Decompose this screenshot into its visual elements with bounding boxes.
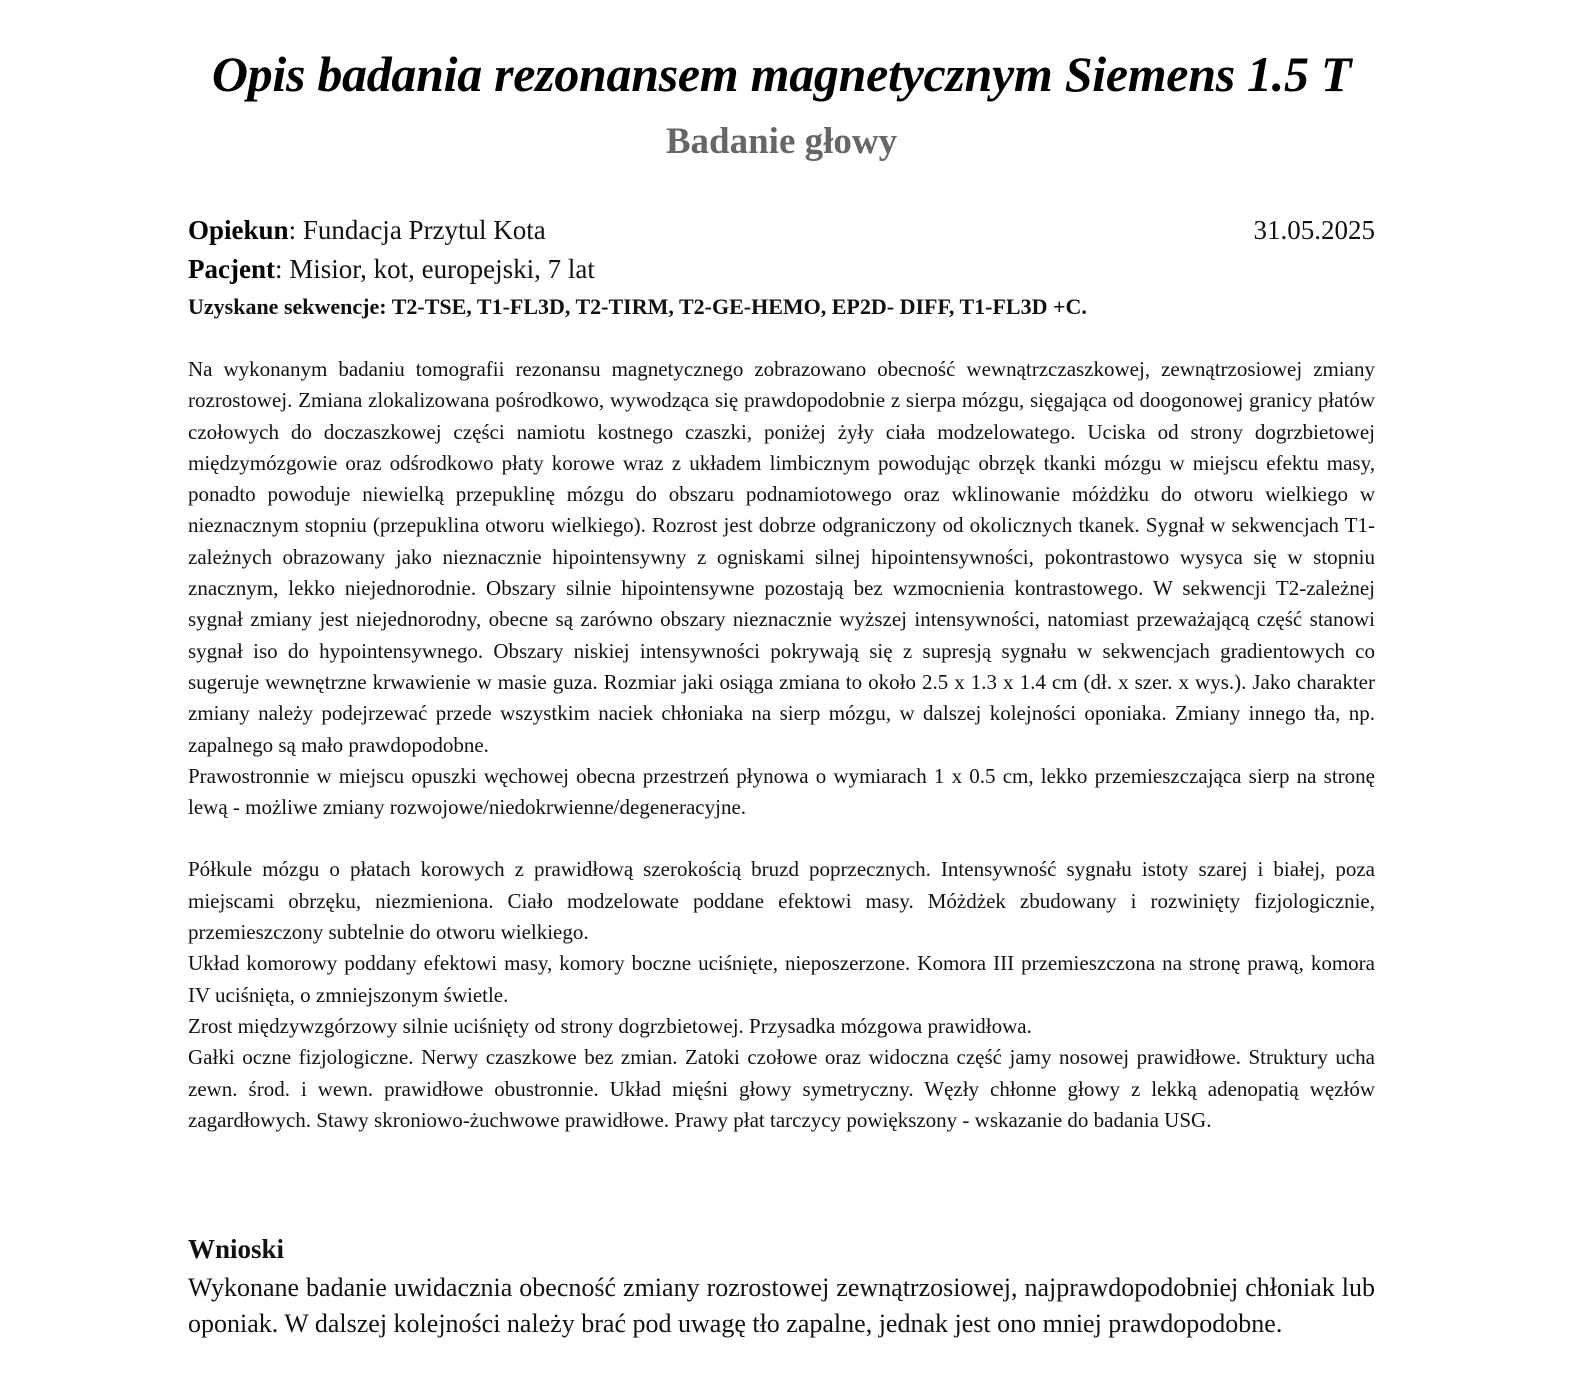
sequences-label: Uzyskane sekwencje: — [188, 294, 387, 319]
sequences-row — [188, 291, 1375, 323]
patient-row — [188, 253, 1375, 285]
findings-paragraph: Układ komorowy poddany efektowi masy, komory boczne uciśnięte, nieposzerzone. Komora III przemieszczona na stronę prawą, komora IV uciśnięta, o zmniejszonym świetle. — [188, 951, 1375, 1007]
patient-colon: : — [274, 254, 290, 284]
document-subtitle: Badanie głowy — [665, 121, 898, 162]
patient-value: Misior, kot, europejski, 7 lat — [289, 254, 595, 284]
patient-label: Pacjent — [188, 254, 275, 284]
findings-paragraph: Gałki oczne fizjologiczne. Nerwy czaszkowe bez zmian. Zatoki czołowe oraz widoczna część jamy nosowej prawidłowe. Struktury ucha zewn. środ. i wewn. prawidłowe obustronnie. Układ mięśni głowy symetryczny. Węzły chłonne głowy z lekką adenopatią węzłów zagardłowych. Stawy skroniowo-żuchwowe prawidłowe. Prawy płat tarczycy powiększony - wskazanie do badania USG. — [188, 1045, 1375, 1132]
guardian-label: Opiekun — [188, 215, 289, 245]
guardian-row — [188, 214, 1375, 246]
findings-body — [188, 354, 1375, 1136]
document-title: Opis badania rezonansem magnetycznym Siemens 1.5 T — [211, 46, 1352, 102]
findings-paragraph: Prawostronnie w miejscu opuszki węchowej obecna przestrzeń płynowa o wymiarach 1 x 0.5 cm, lekko przemieszczająca sierp na stronę lewą - możliwe zmiany rozwojowe/niedokrwienne/degeneracyjne. — [188, 763, 1375, 820]
sequences-value: T2-TSE, T1-FL3D, T2-TIRM, T2-GE-HEMO, EP2D- DIFF, T1-FL3D +C. — [391, 294, 1087, 319]
guardian-value: Fundacja Przytul Kota — [302, 215, 546, 245]
findings-paragraph: Zrost międzywzgórzowy silnie uciśnięty od strony dogrzbietowej. Przysadka mózgowa prawidłowa. — [188, 1013, 1032, 1038]
conclusions-text: Wykonane badanie uwidacznia obecność zmiany rozrostowej zewnątrzosiowej, najprawdopodobniej chłoniak lub oponiak. W dalszej kolejności należy brać pod uwagę tło zapalne, jednak jest ono mniej prawdopodobne. — [188, 1273, 1375, 1338]
exam-date: 31.05.2025 — [1253, 215, 1375, 245]
conclusions-heading: Wnioski — [188, 1234, 285, 1264]
findings-paragraph: Na wykonanym badaniu tomografii rezonansu magnetycznego zobrazowano obecność wewnątrzczaszkowej, zewnątrzosiowej zmiany rozrostowej. Zmiana zlokalizowana pośrodkowo, wywodząca się prawdopodobnie z sierpa mózgu, sięgająca od doogonowej granicy płatów czołowych do doczaszkowej części namiotu kostnego czaszki, poniżej żyły ciała modzelowatego. Uciska od strony dogrzbietowej międzymózgowie oraz odśrodkowo płaty korowe wraz z układem limbicznym powodując obrzęk tkanki mózgu w miejscu efektu masy, ponadto powoduje niewielką przepuklinę mózgu do obszaru podnamiotowego oraz wklinowanie móżdżku do otworu wielkiego w nieznacznym stopniu (przepuklina otworu wielkiego). Rozrost jest dobrze odgraniczony od okolicznych tkanek. Sygnał w sekwencjach T1-zależnych obrazowany jako nieznacznie hipointensywny z ogniskami silnej hipointensywności, pokontrastowo wysyca się w stopniu znacznym, lekko niejednorodnie. Obszary silnie hipointensywne pozostają bez wzmocnienia kontrastowego. W sekwencji T2-zależnej sygnał zmiany jest niejednorodny, obecne są zarówno obszary nieznacznie wyższej intensywności, natomiast przeważającą część stanowi sygnał iso do hypointensywnego. Obszary niskiej intensywności pokrywają się z supresją sygnału w sekwencjach gradientowych co sugeruje wewnętrzne krwawienie w masie guza. Rozmiar jaki osiąga zmiana to około 2.5 x 1.3 x 1.4 cm (dł. x szer. x wys.). Jako charakter zmiany należy podejrzewać przede wszystkim naciek chłoniaka na sierp mózgu, w dalszej kolejności oponiaka. Zmiany innego tła, np. zapalnego są mało prawdopodobne. — [188, 357, 1375, 757]
findings-paragraph: Półkule mózgu o płatach korowych z prawidłową szerokością bruzd poprzecznych. Intensywność sygnału istoty szarej i białej, poza miejscami obrzęku, niezmieniona. Ciało modzelowate poddane efektowi masy. Móżdżek zbudowany i rozwinięty fizjologicznie, przemieszczony subtelnie do otworu wielkiego. — [188, 857, 1375, 945]
guardian-colon: : — [288, 215, 303, 245]
